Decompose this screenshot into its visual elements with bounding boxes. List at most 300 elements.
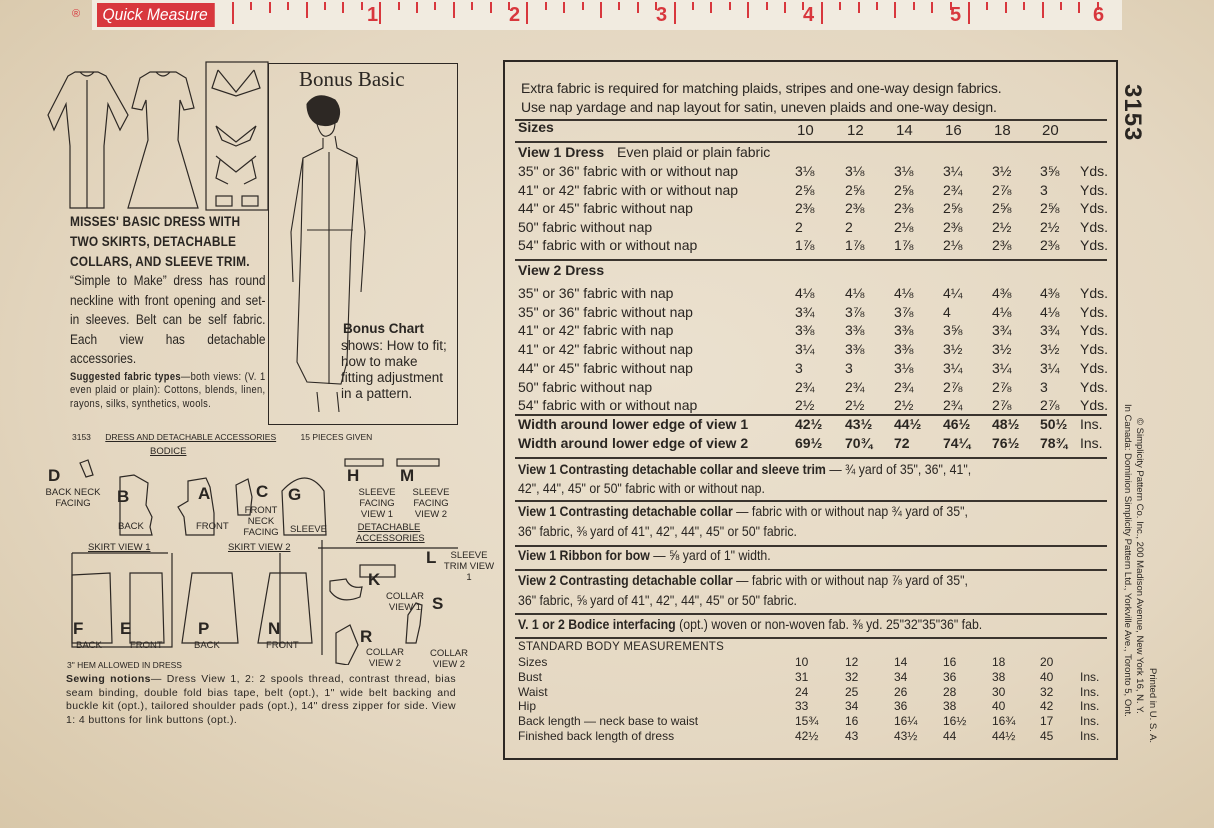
quick-measure-label: Quick Measure	[97, 3, 215, 27]
row-value: 3⅜	[845, 341, 865, 358]
row-label: Width around lower edge of view 1	[518, 416, 749, 432]
row-value: 4¼	[943, 285, 963, 301]
row-value: 2½	[1040, 218, 1060, 235]
bonus-basic-title: Bonus Basic	[299, 67, 405, 91]
row-label: 54" fabric with or without nap	[518, 397, 698, 414]
row-label: Bust	[518, 669, 543, 684]
pattern-description: “Simple to Make” dress has round neckline with front opening and set-in sleeves. Belt can be self fabric. Each view has detachable accessories.	[70, 272, 266, 367]
piece-name-B: BACK	[118, 521, 144, 532]
piece-letter-A: A	[198, 484, 211, 503]
row-value: 42½	[795, 729, 819, 743]
row-value: 20	[1040, 655, 1054, 669]
row-value: 16	[943, 655, 957, 669]
ruler-tick	[545, 2, 547, 10]
note-heading: View 1 Ribbon for bow	[518, 547, 650, 563]
piece-name-H: SLEEVE FACING VIEW 1	[358, 487, 396, 520]
row-value: 2⅜	[795, 200, 815, 217]
ruler-tick	[324, 2, 326, 10]
piece-name-L: SLEEVE TRIM VIEW 1	[443, 550, 495, 583]
row-label: Hip	[518, 699, 537, 714]
ruler-tick	[784, 2, 786, 13]
note-line	[518, 461, 971, 480]
view-sketches	[40, 60, 270, 212]
row-value: 16¼	[894, 714, 918, 729]
row-value: 3⅛	[894, 163, 914, 179]
ruler-tick	[637, 2, 639, 13]
ruler-number: 2	[509, 4, 521, 26]
row-value: 2⅜	[943, 218, 963, 235]
row-value: 36	[943, 669, 957, 684]
row-label: 50" fabric without nap	[518, 218, 653, 235]
row-value: 76½	[992, 435, 1020, 451]
row-value: 34	[845, 699, 859, 714]
canada-address: In Canada: Dominion Simplicity Pattern Ltd., Yorkville Ave., Toronto 5, Ont.	[1122, 404, 1133, 717]
ruler-tick	[342, 2, 344, 13]
view1-subtitle: Even plaid or plain fabric	[617, 144, 771, 160]
piece-name-E: FRONT	[130, 640, 163, 651]
row-unit: Yds.	[1080, 285, 1109, 301]
ruler-tick	[839, 2, 841, 10]
row-value: 36	[894, 699, 908, 714]
row-value: 2⅝	[845, 181, 865, 198]
ruler-tick	[600, 2, 602, 18]
hem-note: 3" HEM ALLOWED IN DRESS	[67, 660, 182, 670]
row-label: 44" or 45" fabric without nap	[518, 200, 693, 217]
intro-line-2: Use nap yardage and nap layout for satin, uneven plaids and one-way design.	[521, 99, 997, 115]
ruler-number: 5	[950, 4, 962, 26]
size-12: 12	[847, 122, 864, 139]
row-value: 2⅞	[943, 378, 963, 395]
view1-title: View 1 Dress	[518, 144, 605, 160]
row-value: 2⅛	[943, 237, 963, 254]
notions-text: — Dress View 1, 2: 2 spools thread, contrast thread, bias seam binding, double fold bias tape, belt (opt.), 1" wide belt backing and buckle kit (opt.), tailored shoulder pads (opt.), 14" dress zipper for side. View 1: 4 buttons for link buttons (opt.).	[66, 673, 457, 726]
row-unit: Ins.	[1080, 684, 1100, 699]
row-value: 42½	[795, 416, 823, 432]
copyright: © Simplicity Pattern Co. Inc., 200 Madison Avenue, New York 16, N. Y.	[1134, 418, 1145, 714]
divider	[515, 457, 1107, 459]
row-value: 3⅜	[845, 322, 865, 339]
row-value: 70¾	[845, 435, 873, 451]
row-unit: Ins.	[1080, 669, 1100, 684]
row-value: 3⅜	[894, 322, 914, 339]
row-value: 26	[894, 684, 908, 699]
row-value: 1⅞	[894, 237, 914, 254]
row-value: 2⅞	[992, 181, 1012, 198]
ruler-tick	[674, 2, 676, 24]
row-value: 14	[894, 655, 908, 669]
ruler-tick	[471, 2, 473, 10]
row-value: 44½	[992, 729, 1016, 743]
row-value: 43½	[845, 416, 873, 432]
row-unit: Yds.	[1080, 181, 1109, 198]
row-value: 2⅞	[992, 378, 1012, 395]
sewing-notions	[66, 673, 456, 727]
note-text: — ⅝ yard of 1" width.	[649, 547, 771, 563]
row-value: 25	[845, 684, 859, 699]
ruler-tick	[1005, 2, 1007, 13]
pieces-count: 15 PIECES GIVEN	[300, 432, 373, 442]
piece-letter-F: F	[73, 619, 84, 638]
row-value: 3½	[992, 341, 1012, 358]
row-unit: Yds.	[1080, 218, 1109, 235]
pattern-summary	[70, 211, 266, 411]
row-label: 35" or 36" fabric with nap	[518, 285, 674, 301]
registered-mark: ®	[72, 8, 81, 20]
row-label: Sizes	[518, 655, 548, 669]
row-value: 3¼	[992, 359, 1012, 376]
row-value: 2⅜	[894, 200, 914, 217]
row-label: 41" or 42" fabric with or without nap	[518, 181, 739, 198]
ruler-tick	[269, 2, 271, 13]
size-18: 18	[994, 122, 1011, 139]
note-line-2: 36" fabric, ⅝ yard of 41", 42", 44", 45" or 50" fabric.	[518, 592, 797, 608]
row-value: 3⅜	[795, 322, 815, 339]
ruler-tick	[968, 2, 970, 24]
note-heading: View 1 Contrasting detachable collar and sleeve trim	[518, 461, 826, 477]
row-label: Back length — neck base to waist	[518, 714, 699, 729]
ruler-tick	[1042, 2, 1044, 18]
divider	[515, 259, 1107, 261]
ruler-number: 6	[1093, 4, 1105, 26]
ruler-tick	[398, 2, 400, 10]
piece-letter-M: M	[400, 466, 415, 485]
row-value: 3¾	[795, 303, 815, 320]
suggested-fabrics	[70, 371, 266, 412]
piece-name-N: FRONT	[266, 640, 299, 651]
row-value: 4⅜	[992, 285, 1012, 301]
note-line	[518, 616, 982, 635]
note-heading: View 2 Contrasting detachable collar	[518, 572, 733, 588]
row-value: 2¾	[943, 181, 963, 198]
intro-line-1: Extra fabric is required for matching plaids, stripes and one-way design fabrics.	[521, 80, 1002, 96]
row-value: 3⅝	[1040, 163, 1060, 179]
size-10: 10	[797, 122, 814, 139]
row-value: 2½	[795, 397, 815, 414]
row-value: 28	[943, 684, 957, 699]
ruler-tick	[1078, 2, 1080, 13]
row-value: 34	[894, 669, 908, 684]
row-value: 18	[992, 655, 1006, 669]
ruler-tick	[894, 2, 896, 18]
divider	[515, 613, 1107, 615]
ruler-number: 4	[803, 4, 815, 26]
row-value: 4⅛	[1040, 303, 1060, 320]
row-value: 46½	[943, 416, 971, 432]
row-value: 3	[1040, 181, 1048, 198]
note-line-2: 36" fabric, ⅜ yard of 41", 42", 44", 45" or 50" fabric.	[518, 523, 797, 539]
row-value: 2⅞	[1040, 397, 1060, 414]
size-14: 14	[896, 122, 913, 139]
ruler-tick	[931, 2, 933, 13]
piece-letter-P: P	[198, 619, 210, 638]
row-value: 72	[894, 435, 910, 451]
pieces-number: 3153	[72, 432, 91, 442]
row-unit: Ins.	[1080, 729, 1100, 743]
quick-measure-ruler	[92, 0, 1122, 30]
divider	[515, 119, 1107, 121]
row-unit: Ins.	[1080, 435, 1103, 451]
note-line-2: 42", 44", 45" or 50" fabric with or without nap.	[518, 480, 765, 496]
row-value: 2½	[845, 397, 865, 414]
row-value: 4⅛	[894, 285, 914, 301]
size-16: 16	[945, 122, 962, 139]
row-value: 2⅝	[1040, 200, 1060, 217]
note-line	[518, 547, 771, 566]
ruler-tick	[747, 2, 749, 18]
piece-letter-K: K	[368, 570, 381, 589]
view2-title: View 2 Dress	[518, 262, 605, 278]
row-unit: Yds.	[1080, 378, 1109, 395]
row-value: 2⅞	[992, 397, 1012, 414]
ruler-tick	[692, 2, 694, 10]
row-unit: Ins.	[1080, 699, 1100, 714]
row-value: 1⅞	[845, 237, 865, 254]
row-value: 3¾	[1040, 322, 1060, 339]
row-value: 3¼	[1040, 359, 1060, 376]
row-value: 2⅜	[845, 200, 865, 217]
ruler-tick	[821, 2, 823, 24]
ruler-tick	[858, 2, 860, 13]
row-value: 2⅝	[894, 181, 914, 198]
row-value: 2⅜	[1040, 237, 1060, 254]
row-value: 43½	[894, 729, 918, 743]
row-label: 35" or 36" fabric without nap	[518, 303, 693, 320]
row-value: 16¾	[992, 714, 1016, 729]
row-value: 4⅛	[992, 303, 1012, 320]
note-heading: V. 1 or 2 Bodice interfacing	[518, 616, 676, 632]
ruler-tick	[729, 2, 731, 10]
row-value: 78¾	[1040, 435, 1068, 451]
piece-name-K: COLLAR VIEW 1	[385, 591, 424, 613]
divider	[515, 637, 1107, 639]
row-value: 38	[943, 699, 957, 714]
skirt-view1-label: SKIRT VIEW 1	[88, 542, 151, 553]
row-value: 1⅞	[795, 237, 815, 254]
note-text: — fabric with or without nap ⅞ yard of 35",	[732, 572, 968, 588]
row-value: 69½	[795, 435, 823, 451]
ruler-tick	[379, 2, 381, 24]
piece-name-G: SLEEVE	[290, 524, 327, 535]
bonus-chart-label: Bonus Chart	[343, 321, 424, 336]
row-value: 44	[943, 729, 957, 743]
piece-name-R: COLLAR VIEW 2	[365, 647, 404, 669]
row-value: 2¾	[845, 378, 865, 395]
ruler-tick	[1023, 2, 1025, 10]
piece-name-C: FRONT NECK FACING	[243, 505, 279, 538]
row-label: Width around lower edge of view 2	[518, 435, 749, 451]
printed-in: Printed in U. S. A.	[1147, 668, 1158, 743]
row-value: 3½	[992, 163, 1012, 179]
ruler-tick	[232, 2, 234, 24]
note-line	[518, 503, 968, 522]
ruler-tick	[563, 2, 565, 13]
ruler-tick	[361, 2, 363, 10]
row-value: 50½	[1040, 416, 1068, 432]
row-value: 3⅞	[894, 303, 914, 320]
row-value: 3⅛	[894, 359, 914, 376]
row-label: 54" fabric with or without nap	[518, 237, 698, 254]
row-value: 4⅜	[1040, 285, 1060, 301]
row-value: 43	[845, 729, 859, 743]
note-text: — fabric with or without nap ¾ yard of 35",	[732, 503, 968, 519]
row-unit: Ins.	[1080, 416, 1103, 432]
divider	[515, 141, 1107, 143]
row-value: 42	[1040, 699, 1054, 714]
row-value: 3⅛	[795, 163, 815, 179]
ruler-tick	[250, 2, 252, 10]
row-unit: Yds.	[1080, 359, 1109, 376]
piece-letter-D: D	[48, 466, 61, 485]
row-value: 40	[992, 699, 1006, 714]
fabric-text: —both views: (V. 1 even plaid or plain): Cottons, blends, linen, rayons, silks, synthetics, wools.	[70, 370, 266, 410]
notions-label: Sewing notions	[66, 673, 151, 685]
row-unit: Yds.	[1080, 200, 1109, 217]
piece-letter-B: B	[117, 487, 130, 506]
body-measurements-title: STANDARD BODY MEASUREMENTS	[518, 641, 725, 653]
row-value: 2⅛	[894, 218, 914, 235]
divider	[515, 500, 1107, 502]
row-unit: Yds.	[1080, 397, 1109, 414]
row-value: 2¾	[795, 378, 815, 395]
row-unit: Yds.	[1080, 237, 1109, 254]
ruler-tick	[618, 2, 620, 10]
piece-name-F: BACK	[76, 640, 102, 651]
row-value: 3	[1040, 378, 1048, 395]
row-value: 2⅝	[992, 200, 1012, 217]
bonus-chart-text: shows: How to fit; how to make fitting adjustment in a pattern.	[341, 338, 447, 401]
fabric-label: Suggested fabric types	[70, 370, 181, 383]
accessories-label: DETACHABLE ACCESSORIES	[356, 522, 425, 544]
ruler-tick	[453, 2, 455, 18]
row-label: 41" or 42" fabric without nap	[518, 341, 693, 358]
row-value: 3¾	[992, 322, 1012, 339]
row-value: 2⅝	[795, 181, 815, 198]
row-value: 31	[795, 669, 809, 684]
note-text: — ¾ yard of 35", 36", 41",	[825, 461, 972, 477]
row-value: 3½	[1040, 341, 1060, 358]
row-value: 3⅛	[845, 163, 865, 179]
piece-letter-G: G	[288, 485, 302, 504]
piece-name-P: BACK	[194, 640, 220, 651]
piece-letter-N: N	[268, 619, 281, 638]
ruler-tick	[416, 2, 418, 13]
piece-letter-L: L	[426, 548, 437, 567]
ruler-tick	[710, 2, 712, 13]
ruler-tick	[434, 2, 436, 10]
row-label: 50" fabric without nap	[518, 378, 653, 395]
ruler-tick	[1060, 2, 1062, 10]
skirt-view2-label: SKIRT VIEW 2	[228, 542, 291, 553]
row-value: 2	[845, 218, 853, 235]
row-value: 4⅛	[795, 285, 815, 301]
row-value: 2¾	[894, 378, 914, 395]
row-value: 16½	[943, 714, 967, 729]
note-line	[518, 572, 968, 591]
row-value: 24	[795, 684, 809, 699]
row-value: 38	[992, 669, 1006, 684]
ruler-tick	[490, 2, 492, 13]
row-label: 41" or 42" fabric with nap	[518, 322, 674, 339]
row-value: 17	[1040, 714, 1054, 729]
row-value: 3½	[943, 341, 963, 358]
ruler-tick	[287, 2, 289, 10]
piece-letter-R: R	[360, 627, 373, 646]
row-label: Waist	[518, 684, 548, 699]
row-value: 3⅜	[894, 341, 914, 358]
row-value: 44½	[894, 416, 922, 432]
ruler-tick	[526, 2, 528, 24]
piece-name-M: SLEEVE FACING VIEW 2	[412, 487, 450, 520]
ruler-tick	[986, 2, 988, 10]
row-value: 3¼	[943, 359, 963, 376]
row-value: 3¼	[943, 163, 963, 179]
row-value: 40	[1040, 669, 1054, 684]
row-value: 3	[795, 359, 803, 376]
piece-letter-C: C	[256, 482, 269, 501]
size-20: 20	[1042, 122, 1059, 139]
row-value: 2	[795, 218, 803, 235]
sizes-label: Sizes	[518, 119, 554, 135]
row-unit: Yds.	[1080, 341, 1109, 358]
row-value: 45	[1040, 729, 1054, 743]
row-value: 15¾	[795, 714, 819, 729]
row-value: 33	[795, 699, 809, 714]
row-value: 2½	[992, 218, 1012, 235]
ruler-number: 3	[656, 4, 668, 26]
piece-name-D: BACK NECK FACING	[45, 487, 101, 509]
row-value: 12	[845, 655, 859, 669]
bonus-basic-panel	[268, 63, 458, 425]
ruler-tick	[766, 2, 768, 10]
row-value: 3⅞	[845, 303, 865, 320]
row-value: 4⅛	[845, 285, 865, 301]
row-label: Finished back length of dress	[518, 729, 675, 743]
row-value: 2¾	[943, 397, 963, 414]
piece-name-S: COLLAR VIEW 2	[429, 648, 468, 670]
row-value: 3¼	[795, 341, 815, 358]
ruler-number: 1	[367, 4, 379, 26]
row-value: 32	[845, 669, 859, 684]
row-value: 3	[845, 359, 853, 376]
ruler-tick	[582, 2, 584, 10]
row-value: 74¼	[943, 435, 971, 451]
note-text: (opt.) woven or non-woven fab. ⅜ yd. 25"32"35"36" fab.	[675, 616, 983, 632]
piece-name-A: FRONT	[196, 521, 229, 532]
pattern-number: 3153	[1119, 84, 1146, 142]
pattern-title: MISSES' BASIC DRESS WITH TWO SKIRTS, DETACHABLE COLLARS, AND SLEEVE TRIM.	[70, 213, 250, 269]
bodice-label: BODICE	[150, 446, 187, 457]
row-value: 2½	[894, 397, 914, 414]
row-unit: Yds.	[1080, 322, 1109, 339]
note-heading: View 1 Contrasting detachable collar	[518, 503, 733, 519]
row-value: 4	[943, 303, 951, 320]
row-unit: Ins.	[1080, 714, 1100, 729]
row-value: 2⅜	[992, 237, 1012, 254]
row-value: 10	[795, 655, 809, 669]
pieces-title: DRESS AND DETACHABLE ACCESSORIES	[105, 432, 277, 442]
row-label: 35" or 36" fabric with or without nap	[518, 163, 739, 179]
row-unit: Yds.	[1080, 303, 1109, 320]
row-unit: Yds.	[1080, 163, 1109, 179]
pieces-header	[72, 432, 372, 442]
ruler-tick	[876, 2, 878, 10]
ruler-tick	[913, 2, 915, 10]
piece-letter-H: H	[347, 466, 360, 485]
row-value: 48½	[992, 416, 1020, 432]
row-label: 44" or 45" fabric without nap	[518, 359, 693, 376]
row-value: 16	[845, 714, 859, 729]
piece-letter-S: S	[432, 594, 444, 613]
